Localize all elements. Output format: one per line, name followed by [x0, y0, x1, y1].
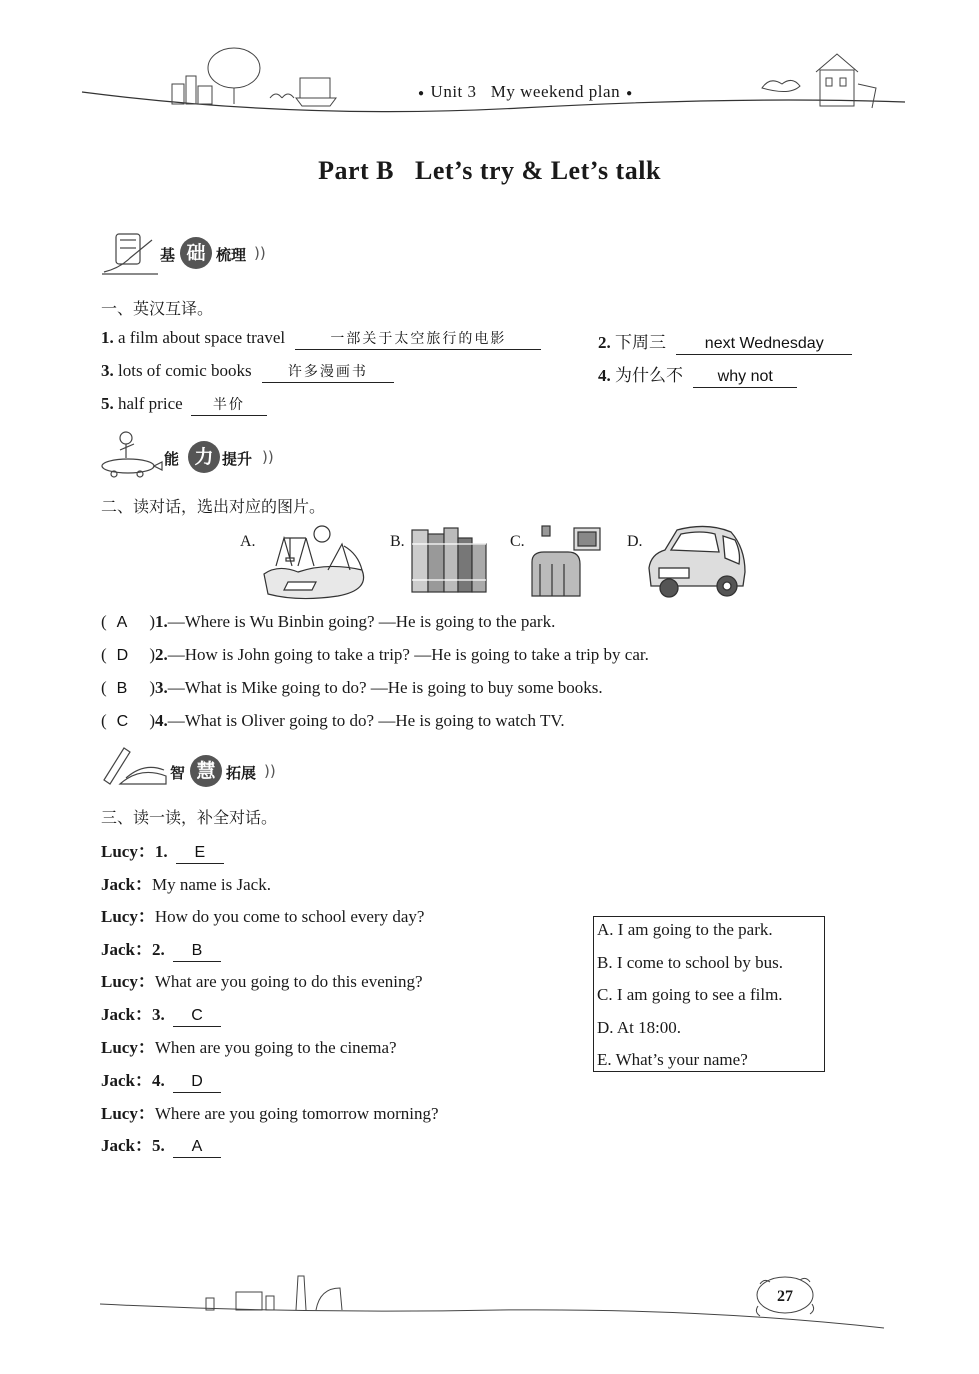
dialogue-text: My name is Jack.	[152, 875, 271, 894]
answer-blank[interactable]: E	[176, 843, 224, 864]
s3-line-7	[101, 1033, 397, 1058]
s3-line-2	[101, 870, 271, 895]
speaker: Lucy：	[101, 1038, 155, 1057]
badge-text: 基	[160, 246, 176, 264]
s3-line-1	[101, 837, 224, 864]
picture-label-b: B.	[390, 533, 405, 550]
answer-blank[interactable]: 许多漫画书	[262, 362, 394, 383]
footer-decoration	[0, 1268, 979, 1338]
s3-line-5	[101, 967, 423, 992]
s2-item-4: ( C ) 4.—What is Oliver going to do? —He is going to watch TV.	[101, 711, 565, 730]
page-title: Part B Let’s try & Let’s talk	[318, 156, 661, 185]
item-prompt: lots of comic books	[118, 361, 252, 380]
ability-badge: 能 力 提升 ))	[164, 444, 294, 470]
answer-blank[interactable]: C	[173, 1006, 221, 1027]
speaker: Jack：	[101, 875, 152, 894]
speaker: Jack：	[101, 1136, 152, 1155]
s1-item-5	[101, 394, 267, 416]
item-number: 3.	[152, 1005, 165, 1024]
car-picture-icon	[645, 524, 749, 602]
answer-choice[interactable]: B	[116, 680, 128, 697]
wisdom-badge: 智 慧 拓展 ))	[170, 758, 300, 784]
badge-circle: 慧	[190, 755, 222, 787]
s2-item-1: ( A ) 1.—Where is Wu Binbin going? —He is going to the park.	[101, 612, 556, 631]
item-number: 3.	[155, 678, 168, 697]
speaker: Lucy：	[101, 1104, 155, 1123]
park-picture-icon	[258, 524, 370, 602]
options-box	[593, 916, 825, 1072]
item-prompt: 下周三	[615, 333, 666, 352]
item-number: 3.	[101, 361, 114, 380]
running-header: ● Unit 3 My weekend plan ●	[418, 82, 633, 101]
books-pencil-illustration-icon	[100, 740, 170, 788]
speaker: Jack：	[101, 940, 152, 959]
badge-text: 梳理	[216, 246, 247, 264]
slide-illustration-icon	[100, 228, 160, 278]
section3-heading: 三、读一读，补全对话。	[101, 808, 278, 827]
speaker: Jack：	[101, 1005, 152, 1024]
picture-label-c: C.	[510, 533, 525, 550]
unit-title: My weekend plan	[490, 82, 621, 101]
answer-blank[interactable]: 半价	[191, 395, 267, 416]
basic-badge: 基 础 梳理 ))	[160, 240, 290, 266]
watch-tv-picture-icon	[528, 522, 604, 602]
speaker: Jack：	[101, 1071, 152, 1090]
option-d: D. At 18:00.	[597, 1017, 682, 1037]
answer-blank[interactable]: next Wednesday	[676, 334, 852, 355]
badge-circle: 力	[188, 441, 220, 473]
s1-item-4	[598, 361, 797, 388]
answer-blank[interactable]: 一部关于太空旅行的电影	[295, 329, 541, 350]
badge-text: 能	[164, 450, 180, 468]
item-number: 4.	[152, 1071, 165, 1090]
item-number: 4.	[598, 366, 611, 385]
answer-blank[interactable]: A	[173, 1137, 221, 1158]
item-prompt: a film about space travel	[118, 328, 286, 347]
s3-line-10	[101, 1131, 221, 1158]
s3-line-8	[101, 1066, 221, 1093]
item-number: 5.	[152, 1136, 165, 1155]
s3-line-9	[101, 1099, 439, 1124]
s3-line-3	[101, 902, 424, 927]
s3-line-4	[101, 935, 221, 962]
badge-text: 拓展	[226, 764, 257, 782]
header-decoration	[0, 40, 979, 120]
picture-label-a: A.	[240, 533, 256, 550]
s1-item-1	[101, 328, 541, 350]
speaker: Lucy：	[101, 972, 155, 991]
unit-label: Unit 3	[430, 82, 477, 101]
s1-item-2	[598, 328, 852, 355]
option-b: B. I come to school by bus.	[597, 952, 784, 972]
item-number: 1.	[155, 612, 168, 631]
answer-blank[interactable]: why not	[693, 367, 797, 388]
answer-choice[interactable]: D	[116, 647, 129, 664]
speaker: Lucy：	[101, 842, 155, 861]
item-prompt: 为什么不	[615, 366, 683, 385]
s2-item-2: ( D ) 2.—How is John going to take a trip? —He is going to take a trip by car.	[101, 645, 649, 664]
answer-choice[interactable]: C	[116, 713, 129, 730]
dialogue-text: When are you going to the cinema?	[154, 1038, 397, 1057]
item-number: 1.	[101, 328, 114, 347]
item-number: 2.	[598, 333, 611, 352]
dialogue-text: —Where is Wu Binbin going? —He is going to the park.	[167, 612, 556, 631]
option-c: C. I am going to see a film.	[597, 985, 783, 1004]
badge-text: 智	[170, 764, 186, 782]
option-e: E. What’s your name?	[597, 1050, 748, 1069]
s3-line-6	[101, 1000, 221, 1027]
item-number: 2.	[152, 940, 165, 959]
item-number: 2.	[155, 645, 168, 664]
section1-heading: 一、英汉互译。	[101, 299, 214, 318]
books-picture-icon	[408, 524, 490, 600]
answer-blank[interactable]: D	[173, 1072, 221, 1093]
item-number: 1.	[154, 842, 168, 861]
page-number: 27	[777, 1288, 793, 1305]
item-number: 5.	[101, 394, 114, 413]
dialogue-text: Where are you going tomorrow morning?	[154, 1104, 439, 1123]
badge-circle: 础	[180, 237, 212, 269]
s2-item-3: ( B ) 3.—What is Mike going to do? —He is going to buy some books.	[101, 678, 603, 697]
section2-heading: 二、读对话，选出对应的图片。	[101, 497, 326, 516]
dialogue-text: How do you come to school every day?	[154, 907, 425, 926]
dialogue-text: —How is John going to take a trip? —He is going to take a trip by car.	[167, 645, 649, 664]
option-a: A. I am going to the park.	[597, 920, 773, 939]
item-number: 4.	[155, 711, 168, 730]
s1-item-3	[101, 361, 394, 383]
dialogue-text: —What is Oliver going to do? —He is going to watch TV.	[167, 711, 565, 730]
item-prompt: half price	[118, 394, 183, 413]
picture-label-d: D.	[627, 533, 643, 550]
dialogue-text: —What is Mike going to do? —He is going to buy some books.	[167, 678, 603, 697]
answer-blank[interactable]: B	[173, 941, 221, 962]
dialogue-text: What are you going to do this evening?	[154, 972, 423, 991]
speaker: Lucy：	[101, 907, 155, 926]
answer-choice[interactable]: A	[116, 614, 128, 631]
rocket-kid-illustration-icon	[98, 428, 164, 478]
badge-text: 提升	[222, 450, 253, 468]
